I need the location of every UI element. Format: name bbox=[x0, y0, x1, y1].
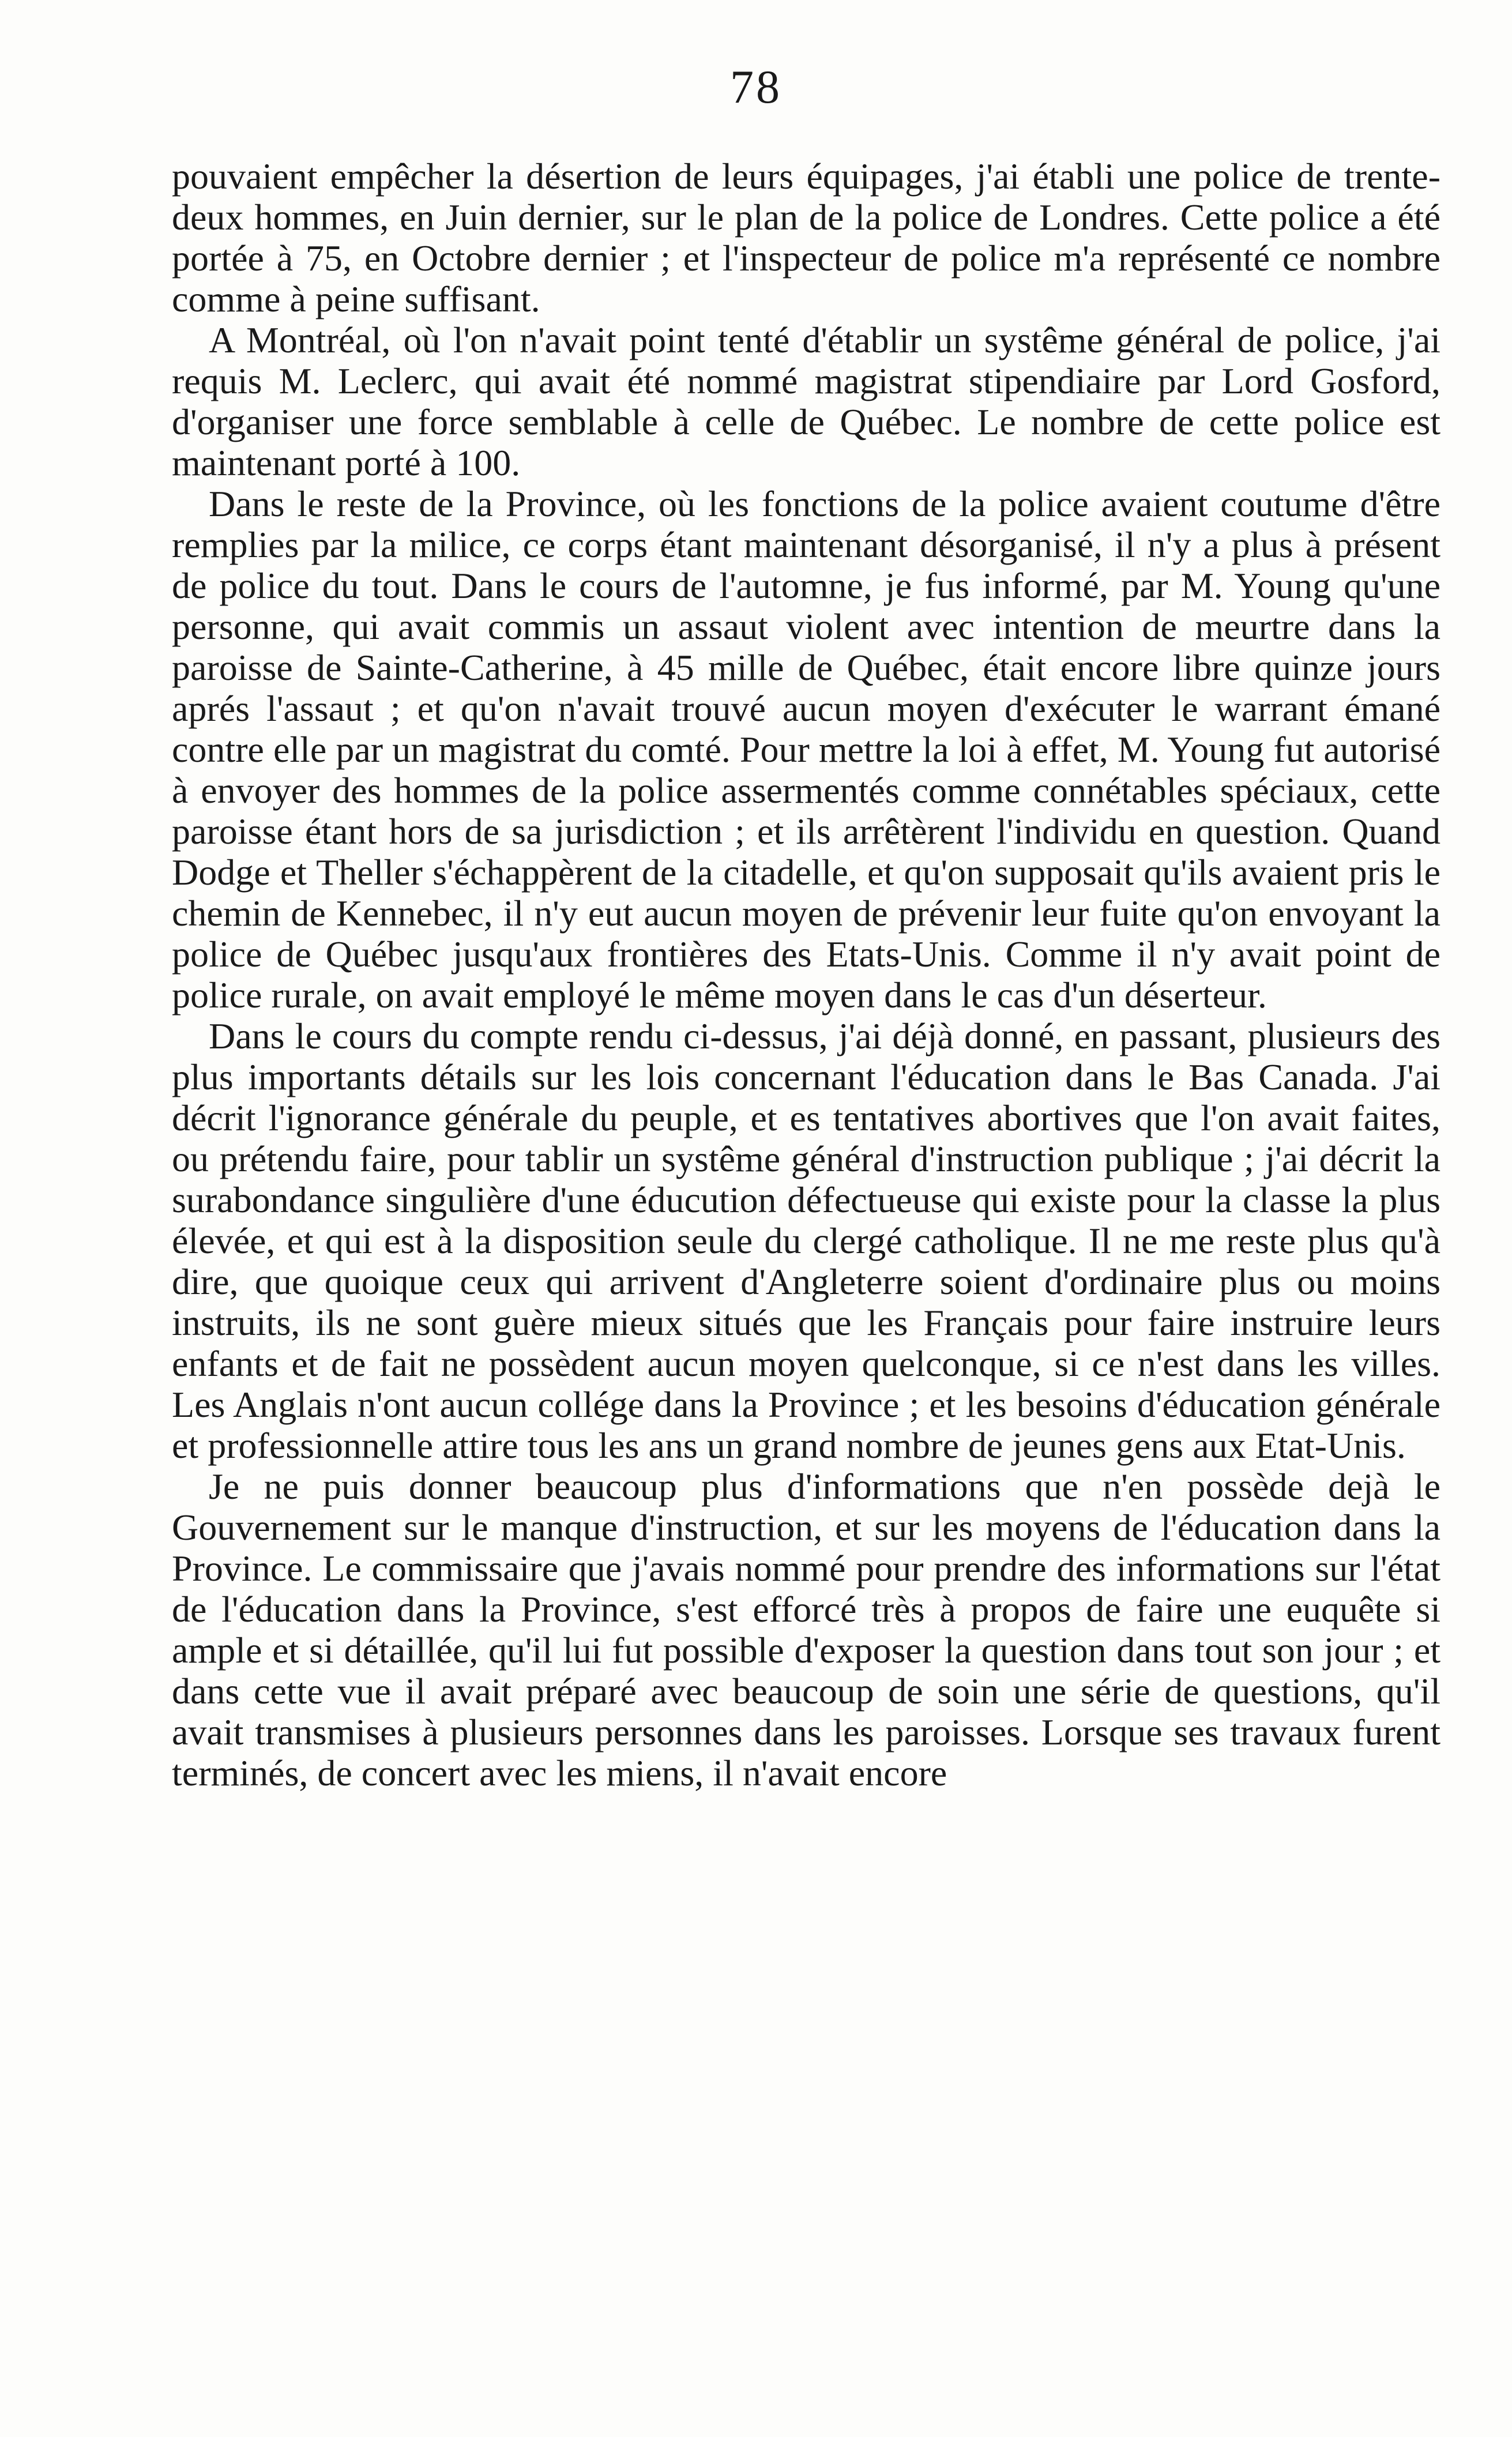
paragraph-education-commissioner: Je ne puis donner beaucoup plus d'informations que n'en possède dejà le Gouvernement sur le manque d'instruction, et sur les moyens de l'éducation dans la Province. Le commissaire que j'avais nommé pour prendre des informations sur l'état de l'éducation dans la Province, s'est efforcé très à propos de faire une euquête si ample et si détaillée, qu'il lui fut possible d'exposer la question dans tout son jour ; et dans cette vue il avait préparé avec beaucoup de soin une série de questions, qu'il avait transmises à plusieurs personnes dans les paroisses. Lorsque ses travaux furent terminés, de concert avec les miens, il n'avait encore bbox=[172, 1466, 1440, 1793]
paragraph-montreal-police: A Montréal, où l'on n'avait point tenté d'établir un systême général de police, j'ai requis M. Leclerc, qui avait été nommé magistrat stipendiaire par Lord Gosford, d'organiser une force semblable à celle de Québec. Le nombre de cette police est maintenant porté à 100. bbox=[172, 319, 1440, 483]
paragraph-education-summary: Dans le cours du compte rendu ci-dessus, j'ai déjà donné, en passant, plusieurs des plus importants détails sur les lois concernant l'éducation dans le Bas Canada. J'ai décrit l'ignorance générale du peuple, et es tentatives abortives que l'on avait faites, ou prétendu faire, pour tablir un systême général d'instruction publique ; j'ai décrit la surabondance singulière d'une éducution défectueuse qui existe pour la classe la plus élevée, et qui est à la disposition seule du clergé catholique. Il ne me reste plus qu'à dire, que quoique ceux qui arrivent d'Angleterre soient d'ordinaire plus ou moins instruits, ils ne sont guère mieux situés que les Français pour faire instruire leurs enfants et de fait ne possèdent aucun moyen quelconque, si ce n'est dans les villes. Les Anglais n'ont aucun collége dans la Province ; et les besoins d'éducation générale et professionnelle attire tous les ans un grand nombre de jeunes gens aux Etat-Unis. bbox=[172, 1016, 1440, 1466]
paragraph-province-police: Dans le reste de la Province, où les fonctions de la police avaient coutume d'être remplies par la milice, ce corps étant maintenant désorganisé, il n'y a plus à présent de police du tout. Dans le cours de l'automne, je fus informé, par M. Young qu'une personne, qui avait commis un assaut violent avec intention de meurtre dans la paroisse de Sainte-Catherine, à 45 mille de Québec, était encore libre quinze jours aprés l'assaut ; et qu'on n'avait trouvé aucun moyen d'exécuter le warrant émané contre elle par un magistrat du comté. Pour mettre la loi à effet, M. Young fut autorisé à envoyer des hommes de la police assermentés comme connétables spéciaux, cette paroisse étant hors de sa jurisdiction ; et ils arrêtèrent l'individu en question. Quand Dodge et Theller s'échappèrent de la citadelle, et qu'on supposait qu'ils avaient pris le chemin de Kennebec, il n'y eut aucun moyen de prévenir leur fuite qu'on envoyant la police de Québec jusqu'aux frontières des Etats-Unis. Comme il n'y avait point de police rurale, on avait employé le même moyen dans le cas d'un déserteur. bbox=[172, 483, 1440, 1016]
page-number: 78 bbox=[730, 61, 782, 113]
paragraph-quebec-police: pouvaient empêcher la désertion de leurs équipages, j'ai établi une police de trente-deux hommes, en Juin dernier, sur le plan de la police de Londres. Cette police a été portée à 75, en Octobre dernier ; et l'inspecteur de police m'a représenté ce nombre comme à peine suffisant. bbox=[172, 156, 1440, 319]
body-text bbox=[172, 156, 1440, 1793]
